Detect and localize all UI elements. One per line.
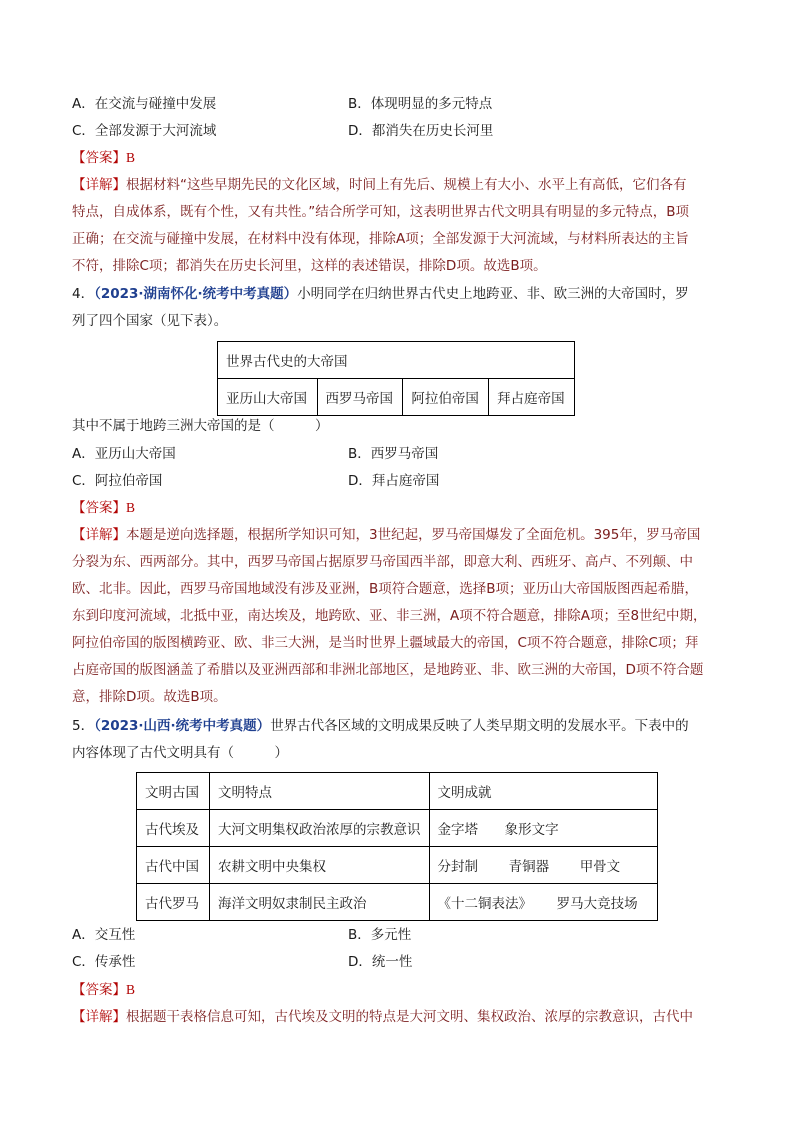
achievement: 甲骨文: [579, 859, 621, 875]
stem-text: 小明同学在归纳世界古代史上地跨亚、非、欧三洲的大帝国时，罗: [297, 286, 689, 302]
q4-option-c: C．阿拉伯帝国: [72, 473, 163, 489]
detail-line: 正确；在交流与碰撞中发展，在材料中没有体现，排除A项；全部发源于大河流域，与材料所表达的主旨: [72, 231, 689, 247]
detail-line: 东到印度河流域，北抵中亚，南达埃及，地跨欧、亚、非三洲，A项不符合题意，排除A项；至8世纪中期，: [72, 608, 707, 624]
q5-option-c: C．传承性: [72, 954, 136, 970]
answer-tag: 【答案】: [72, 982, 126, 998]
table-cell: 拜占庭帝国: [489, 379, 575, 416]
q3-option-c: C．全部发源于大河流域: [72, 123, 217, 139]
q4-detail: [72, 522, 724, 711]
detail-tag: 【详解】: [72, 1009, 126, 1025]
achievement: 金字塔: [437, 822, 478, 838]
q5-stem-line1: [72, 716, 689, 736]
detail-tag: 【详解】: [72, 177, 126, 193]
table-cell: 西罗马帝国: [317, 379, 403, 416]
table-header: 世界古代史的大帝国: [218, 342, 575, 379]
question-source: （2023·湖南怀化·统考中考真题）: [94, 286, 298, 302]
table-cell: 大河文明集权政治浓厚的宗教意识: [210, 810, 430, 847]
q4-stem-line2: 列了四个国家（见下表）。: [72, 313, 228, 329]
answer-value: B: [126, 500, 136, 515]
q3-option-b: B．体现明显的多元特点: [348, 96, 493, 112]
detail-line: 意，排除D项。故选B项。: [72, 689, 227, 705]
detail-line: 阿拉伯帝国的版图横跨亚、欧、非三大洲，是当时世界上疆域最大的帝国，C项不符合题意，排除C项；拜: [72, 635, 699, 651]
achievement: 分封制: [437, 859, 478, 875]
q3-detail: [72, 172, 724, 280]
question-source: （2023·山西·统考中考真题）: [94, 718, 271, 734]
q5-option-a: A．交互性: [72, 927, 136, 943]
detail-line: 根据题干表格信息可知，古代埃及文明的特点是大河文明、集权政治、浓厚的宗教意识，古代中: [126, 1009, 693, 1025]
answer-tag: 【答案】: [72, 500, 126, 516]
table-header-cell: 文明古国: [137, 773, 210, 810]
q5-civilization-table: [136, 772, 658, 921]
detail-line: 根据材料“这些早期先民的文化区域，时间上有先后、规模上有大小、水平上有高低，它们各有: [126, 177, 687, 193]
table-cell: [429, 810, 658, 847]
answer-value: B: [126, 150, 136, 165]
detail-tag: 【详解】: [72, 527, 126, 543]
detail-line: 特点，自成体系，既有个性，又有共性。”结合所学可知，这表明世界古代文明具有明显的多元特点，B项: [72, 204, 690, 220]
q3-answer: [72, 148, 135, 168]
table-cell: 阿拉伯帝国: [403, 379, 489, 416]
achievement: 罗马大竞技场: [556, 896, 638, 912]
q5-answer: [72, 980, 135, 1000]
table-cell: 亚历山大帝国: [218, 379, 318, 416]
answer-tag: 【答案】: [72, 150, 126, 166]
stem-text: 世界古代各区域的文明成果反映了人类早期文明的发展水平。下表中的: [270, 718, 689, 734]
q5-detail: [72, 1004, 724, 1031]
achievement: 《十二铜表法》: [437, 896, 532, 912]
table-header-cell: 文明特点: [210, 773, 430, 810]
detail-line: 占庭帝国的版图涵盖了希腊以及亚洲西部和非洲北部地区，是地跨亚、非、欧三洲的大帝国，D项不符合题: [72, 662, 704, 678]
q4-option-d: D．拜占庭帝国: [348, 473, 440, 489]
question-number: 4．: [72, 286, 95, 302]
q4-option-b: B．西罗马帝国: [348, 446, 439, 462]
q4-answer: [72, 498, 135, 518]
table-cell: 古代罗马: [137, 884, 210, 921]
q4-stem-line1: [72, 284, 689, 304]
detail-line: 分裂为东、西两部分。其中，西罗马帝国占据原罗马帝国西半部，即意大利、西班牙、高卢、不列颠、中: [72, 554, 693, 570]
table-header-cell: 文明成就: [429, 773, 658, 810]
table-cell: 古代中国: [137, 847, 210, 884]
table-cell: [429, 847, 658, 884]
answer-value: B: [126, 982, 136, 997]
q5-stem-line2: 内容体现了古代文明具有（ ）: [72, 745, 288, 761]
table-cell: [429, 884, 658, 921]
table-cell: 古代埃及: [137, 810, 210, 847]
q3-option-d: D．都消失在历史长河里: [348, 123, 494, 139]
q4-question: 其中不属于地跨三洲大帝国的是（ ）: [72, 418, 329, 434]
achievement: 象形文字: [504, 822, 559, 838]
q5-option-d: D．统一性: [348, 954, 413, 970]
q4-empire-table: [217, 341, 575, 416]
detail-line: 欧、北非。因此，西罗马帝国地域没有涉及亚洲，B项符合题意，选择B项；亚历山大帝国版图西起希腊，: [72, 581, 699, 597]
table-cell: 农耕文明中央集权: [210, 847, 430, 884]
question-number: 5．: [72, 718, 95, 734]
q4-option-a: A．亚历山大帝国: [72, 446, 176, 462]
q3-option-a: A．在交流与碰撞中发展: [72, 96, 217, 112]
table-cell: 海洋文明奴隶制民主政治: [210, 884, 430, 921]
detail-line: 本题是逆向选择题，根据所学知识可知，3世纪起，罗马帝国爆发了全面危机。395年，罗马帝国: [126, 527, 701, 543]
detail-line: 不符，排除C项；都消失在历史长河里，这样的表述错误，排除D项。故选B项。: [72, 258, 547, 274]
q5-option-b: B．多元性: [348, 927, 412, 943]
achievement: 青铜器: [508, 859, 550, 875]
